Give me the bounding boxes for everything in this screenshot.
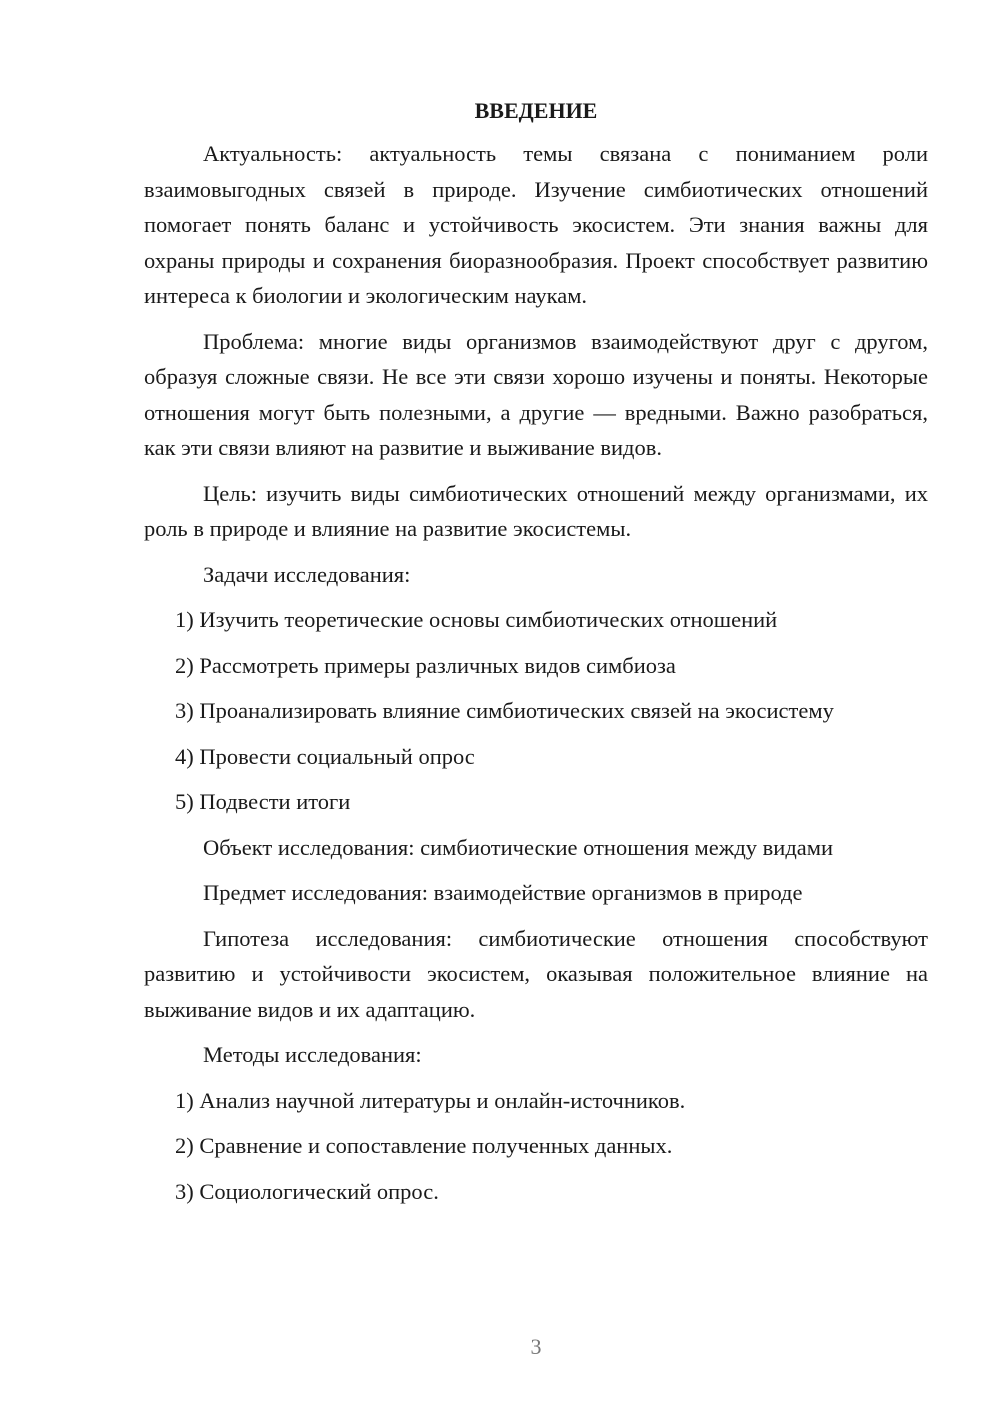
hypothesis-paragraph: Гипотеза исследования: симбиотические отношения способствуют развитию и устойчивости экосистем, оказывая положительное влияние на выживание видов и их адаптацию.: [144, 925, 928, 1022]
section-title: ВВЕДЕНИЕ: [474, 98, 598, 123]
methods-heading: Методы исследования:: [203, 1042, 422, 1067]
task-item: 4) Провести социальный опрос: [175, 743, 475, 769]
tasks-heading: Задачи исследования:: [203, 561, 411, 587]
task-item: 1) Изучить теоретические основы симбиотических отношений: [175, 607, 778, 632]
method-item: 1) Анализ научной литературы и онлайн-источников.: [175, 1087, 686, 1113]
relevance-paragraph: Актуальность: актуальность темы связана с пониманием роли взаимовыгодных связей в природе. Изучение симбиотических отношений помогает понять баланс и устойчивость экосистем. Эти знания важны для охраны природы и сохранения биоразнообразия. Проект способствует развитию интереса к биологии и экологическим наукам.: [144, 141, 928, 308]
problem-paragraph: Проблема: многие виды организмов взаимодействуют друг с другом, образуя сложные связи. Не все эти связи хорошо изучены и поняты. Некоторые отношения могут быть полезными, а другие — вредными. Важно разобраться, как эти связи влияют на развитие и выживание видов.: [144, 328, 928, 460]
task-item: 5) Подвести итоги: [175, 789, 351, 814]
method-item: 3) Социологический опрос.: [175, 1178, 439, 1204]
task-item: 3) Проанализировать влияние симбиотических связей на экосистему: [175, 698, 834, 723]
method-item: 2) Сравнение и сопоставление полученных данных.: [175, 1133, 673, 1158]
goal-paragraph: Цель: изучить виды симбиотических отношений между организмами, их роль в природе и влияние на развитие экосистемы.: [144, 480, 928, 541]
subject-paragraph: Предмет исследования: взаимодействие организмов в природе: [203, 880, 803, 905]
task-item: 2) Рассмотреть примеры различных видов симбиоза: [175, 652, 676, 678]
page-content: [144, 96, 928, 1219]
page-number: 3: [530, 1334, 542, 1359]
object-paragraph: Объект исследования: симбиотические отношения между видами: [203, 834, 834, 860]
